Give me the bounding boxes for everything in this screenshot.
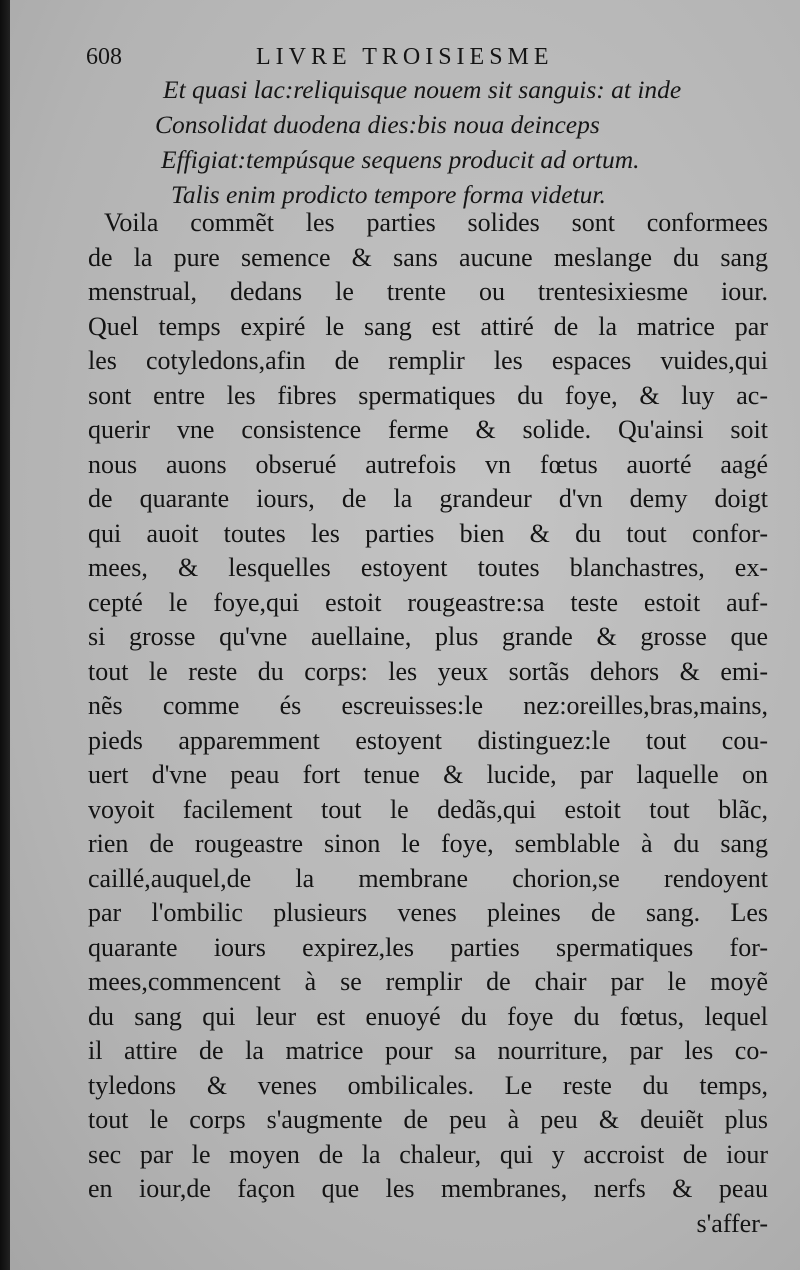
verse-line: Effigiat:tempúsque sequens producit ad ortum. — [161, 145, 640, 174]
text-line: du sang qui leur est enuoyé du foye du fœtus, lequel — [88, 1001, 768, 1031]
text-line: si grosse qu'vne auellaine, plus grande & grosse que — [88, 622, 768, 651]
text-line: nẽs comme és escreuisses:le nez:oreilles,bras,mains, — [88, 691, 768, 720]
text-line: tyledons & venes ombilicales. Le reste du temps, — [88, 1070, 768, 1100]
text-line: Voila commẽt les parties solides sont conformees — [104, 208, 768, 237]
latin-verse-quotation — [155, 72, 715, 212]
running-title: LIVRE TROISIESME — [256, 44, 554, 70]
text-line: voyoit facilement tout le dedãs,qui estoit tout blãc, — [88, 794, 768, 824]
text-line: par l'ombilic plusieurs venes pleines de sang. Les — [88, 898, 768, 927]
text-line: sont entre les fibres spermatiques du foye, & luy ac- — [88, 380, 768, 410]
body-text — [88, 206, 768, 1241]
text-line: les cotyledons,afin de remplir les espaces vuides,qui — [88, 346, 768, 375]
text-line: mees, & lesquelles estoyent toutes blanchastres, ex- — [88, 553, 768, 582]
text-line: sec par le moyen de la chaleur, qui y accroist de iour — [88, 1139, 768, 1169]
text-line: querir vne consistence ferme & solide. Qu'ainsi soit — [88, 415, 768, 444]
text-line: il attire de la matrice pour sa nourriture, par les co- — [88, 1036, 768, 1065]
text-line: de la pure semence & sans aucune meslange du sang — [88, 242, 768, 272]
page-number: 608 — [86, 44, 122, 70]
verse-line: Talis enim prodicto tempore forma videtur. — [171, 180, 606, 209]
text-line: en iour,de façon que les membranes, nerfs & peau — [88, 1174, 768, 1203]
text-line: quarante iours expirez,les parties spermatiques for- — [88, 932, 768, 962]
text-line: tout le corps s'augmente de peu à peu & deuiẽt plus — [88, 1105, 768, 1134]
text-line: de quarante iours, de la grandeur d'vn demy doigt — [88, 484, 768, 513]
text-line: rien de rougeastre sinon le foye, semblable à du sang — [88, 829, 768, 858]
text-line: caillé,auquel,de la membrane chorion,se rendoyent — [88, 863, 768, 893]
catchword: s'affer- — [696, 1208, 768, 1238]
verse-line: Consolidat duodena dies:bis noua deinceps — [155, 110, 600, 139]
text-line: pieds apparemment estoyent distinguez:le tout cou- — [88, 725, 768, 755]
text-line: cepté le foye,qui estoit rougeastre:sa teste estoit auf- — [88, 587, 768, 617]
text-line: qui auoit toutes les parties bien & du tout confor- — [88, 518, 768, 548]
text-line: menstrual, dedans le trente ou trentesixiesme iour. — [88, 277, 768, 306]
text-line: mees,commencent à se remplir de chair par le moyẽ — [88, 967, 768, 996]
text-line: Quel temps expiré le sang est attiré de la matrice par — [88, 311, 768, 341]
text-line: nous auons obserué autrefois vn fœtus auorté aagé — [88, 449, 768, 479]
text-line: tout le reste du corps: les yeux sortãs dehors & emi- — [88, 656, 768, 686]
verse-line: Et quasi lac:reliquisque nouem sit sanguis: at inde — [163, 75, 682, 104]
text-line: uert d'vne peau fort tenue & lucide, par laquelle on — [88, 760, 768, 789]
